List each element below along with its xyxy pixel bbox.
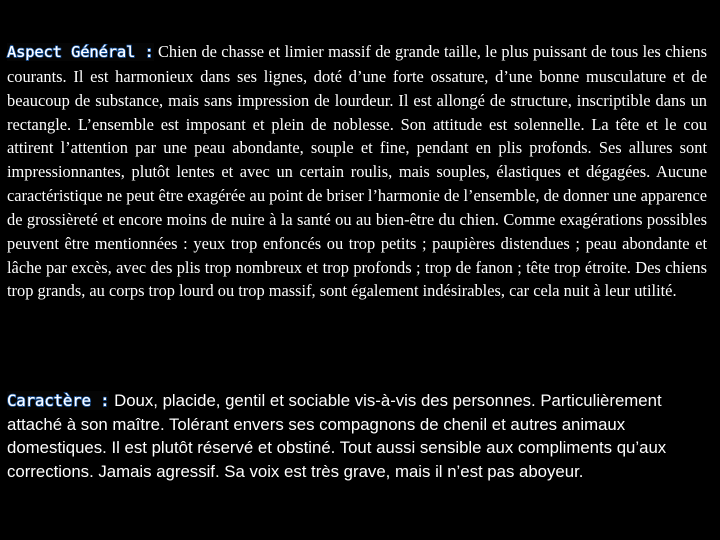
aspect-general-label: Aspect Général : bbox=[7, 43, 154, 61]
caractere-text: Doux, placide, gentil et sociable vis-à-vis des personnes. Particulièrement attaché à son maître. Tolérant envers ses compagnons de chenil et autres animaux domestiques. Il est plutôt réservé et obstiné. Tout aussi sensible aux compliments qu’aux corrections. Jamais agressif. Sa voix est très grave, mais il n’est pas aboyeur. bbox=[7, 391, 667, 481]
caractere-label: Caractère : bbox=[7, 391, 110, 410]
aspect-general-paragraph bbox=[7, 40, 707, 303]
caractere-paragraph bbox=[7, 389, 707, 483]
aspect-general-text: Chien de chasse et limier massif de grande taille, le plus puissant de tous les chiens courants. Il est harmonieux dans ses lignes, doté d’une forte ossature, d’une bonne musculature et de beaucoup de substance, mais sans impression de lourdeur. Il est allongé de structure, inscriptible dans un rectangle. L’ensemble est imposant et plein de noblesse. Son attitude est solennelle. La tête et le cou attirent l’attention par une peau abondante, souple et fine, pendant en plis profonds. Ses allures sont impressionnantes, plutôt lentes et avec un certain roulis, mais souples, élastiques et dégagées. Aucune caractéristique ne peut être exagérée au point de briser l’harmonie de l’ensemble, de donner une apparence de grossièreté et encore moins de nuire à la santé ou au bien-être du chien. Comme exagérations possibles peuvent être mentionnées : yeux trop enfoncés ou trop petits ; paupières distendues ; peau abondante et lâche par excès, avec des plis trop nombreux et trop profonds ; trop de fanon ; tête trop étroite. Des chiens trop grands, au corps trop lourd ou trop massif, sont également indésirables, car cela nuit à leur utilité. bbox=[7, 42, 708, 301]
